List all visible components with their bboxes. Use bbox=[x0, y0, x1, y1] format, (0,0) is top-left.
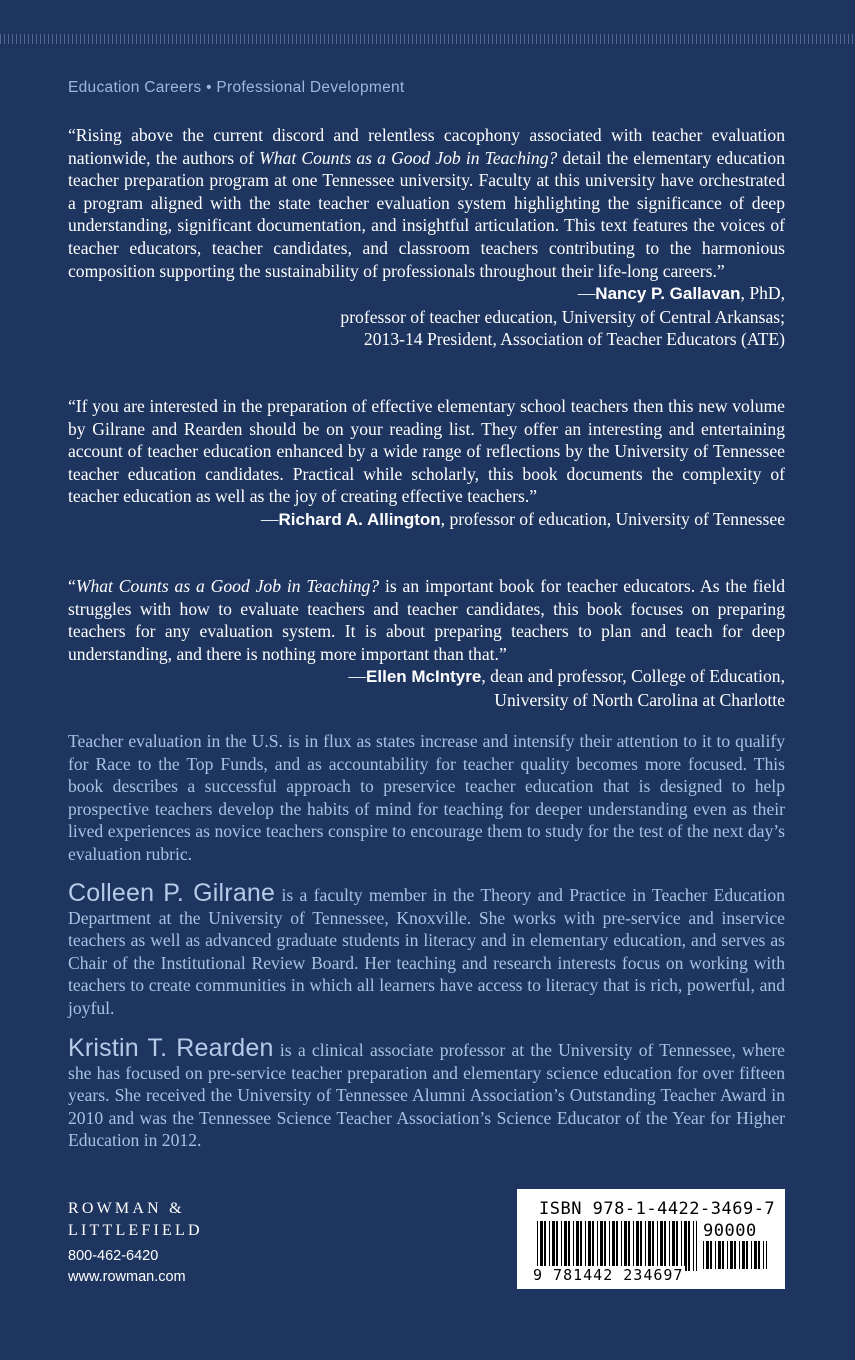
endorsement-quote-3 bbox=[68, 575, 785, 712]
quote-3-text: “What Counts as a Good Job in Teaching? is an important book for teacher educators. As the field struggles with how to evaluate teachers and teacher candidates, this book focuses on preparing teachers for any evaluation system. It is about preparing teachers to plan and teach for deep understanding, and there is nothing more important than that.” bbox=[68, 576, 786, 664]
book-title: What Counts as a Good Job in Teaching? bbox=[75, 576, 380, 596]
endorsement-quote-1 bbox=[68, 124, 785, 351]
price-barcode-bars-icon bbox=[703, 1241, 767, 1269]
endorser-name: Ellen McIntyre bbox=[366, 667, 482, 687]
isbn-barcode bbox=[517, 1189, 785, 1289]
author-name: Colleen P. Gilrane bbox=[68, 879, 276, 907]
endorser-name: Nancy P. Gallavan bbox=[595, 284, 741, 304]
book-description: Teacher evaluation in the U.S. is in flux as states increase and intensify their attention to it to qualify for Race to the Top Funds, and as accountability for teacher quality becomes more focused. This book describes a successful approach to preservice teacher education that is designed to help prospective teachers develop the habits of mind for teaching for deeper understanding even as their lived experiences as novice teachers conspire to encourage them to study for the test of the next day’s evaluation rubric. bbox=[68, 731, 785, 864]
publisher-phone: 800-462-6420 bbox=[68, 1248, 159, 1264]
top-decorative-rule bbox=[0, 34, 855, 44]
endorsement-quote-2 bbox=[68, 395, 785, 532]
isbn-digits: 9 781442 234697 bbox=[533, 1266, 684, 1284]
publisher-logo-line-2: LITTLEFIELD bbox=[68, 1222, 203, 1239]
publisher-block bbox=[68, 1198, 203, 1288]
quote-1-attribution: —Nancy P. Gallavan, PhD, professor of teacher education, University of Central Arkansas; 2013-14 President, Association of Teacher Educators (ATE) bbox=[340, 283, 785, 350]
price-code: 90000 bbox=[703, 1221, 757, 1241]
category-label: Education Careers • Professional Development bbox=[68, 79, 405, 96]
author-name: Kristin T. Rearden bbox=[68, 1034, 274, 1062]
quote-3-attribution: —Ellen McIntyre, dean and professor, College of Education, University of North Carolina at Charlotte bbox=[348, 666, 785, 710]
author-bio-1: Colleen P. Gilrane is a faculty member in the Theory and Practice in Teacher Education Department at the University of Tennessee, Knoxville. She works with pre-service and inservice teachers as well as advanced graduate students in literacy and in elementary education, and serves as Chair of the Institutional Review Board. Her teaching and research interests focus on working with teachers to create communities in which all learners have access to literacy that is rich, powerful, and joyful. bbox=[68, 879, 785, 1018]
author-bio-2: Kristin T. Rearden is a clinical associate professor at the University of Tennessee, where she has focused on pre-service teacher preparation and elementary science education for over fifteen years. She received the University of Tennessee Alumni Association’s Outstanding Teacher Award in 2010 and was the Tennessee Science Teacher Association’s Science Educator of the Year for Higher Education in 2012. bbox=[68, 1034, 785, 1151]
publisher-website: www.rowman.com bbox=[68, 1269, 186, 1285]
publisher-logo-line-1: ROWMAN & bbox=[68, 1200, 185, 1217]
barcode-bars-icon bbox=[537, 1221, 697, 1271]
endorser-name: Richard A. Allington bbox=[278, 509, 441, 529]
quote-2-text: “If you are interested in the preparation of effective elementary school teachers then this new volume by Gilrane and Rearden should be on your reading list. They offer an interesting and entertaining account of teacher education enhanced by a wide range of reflections by the University of Tennessee teacher education candidates. Practical while scholarly, this book documents the complexity of teacher education as well as the joy of creating effective teachers.” bbox=[68, 396, 785, 507]
isbn-label: ISBN 978-1-4422-3469-7 bbox=[539, 1199, 776, 1219]
quote-1-text: “Rising above the current discord and relentless cacophony associated with teacher evaluation nationwide, the authors of What Counts as a Good Job in Teaching? detail the elementary education teacher preparation program at one Tennessee university. Faculty at this university have orchestrated a program aligned with the state teacher evaluation system highlighting the significance of deep understanding, significant documentation, and insightful articulation. This text features the voices of teacher educators, teacher candidates, and classroom teachers contributing to the harmonious composition supporting the sustainability of professionals throughout their life-long careers.” bbox=[68, 125, 785, 281]
book-title: What Counts as a Good Job in Teaching? bbox=[259, 147, 558, 168]
quote-2-attribution: —Richard A. Allington, professor of education, University of Tennessee bbox=[260, 508, 785, 529]
